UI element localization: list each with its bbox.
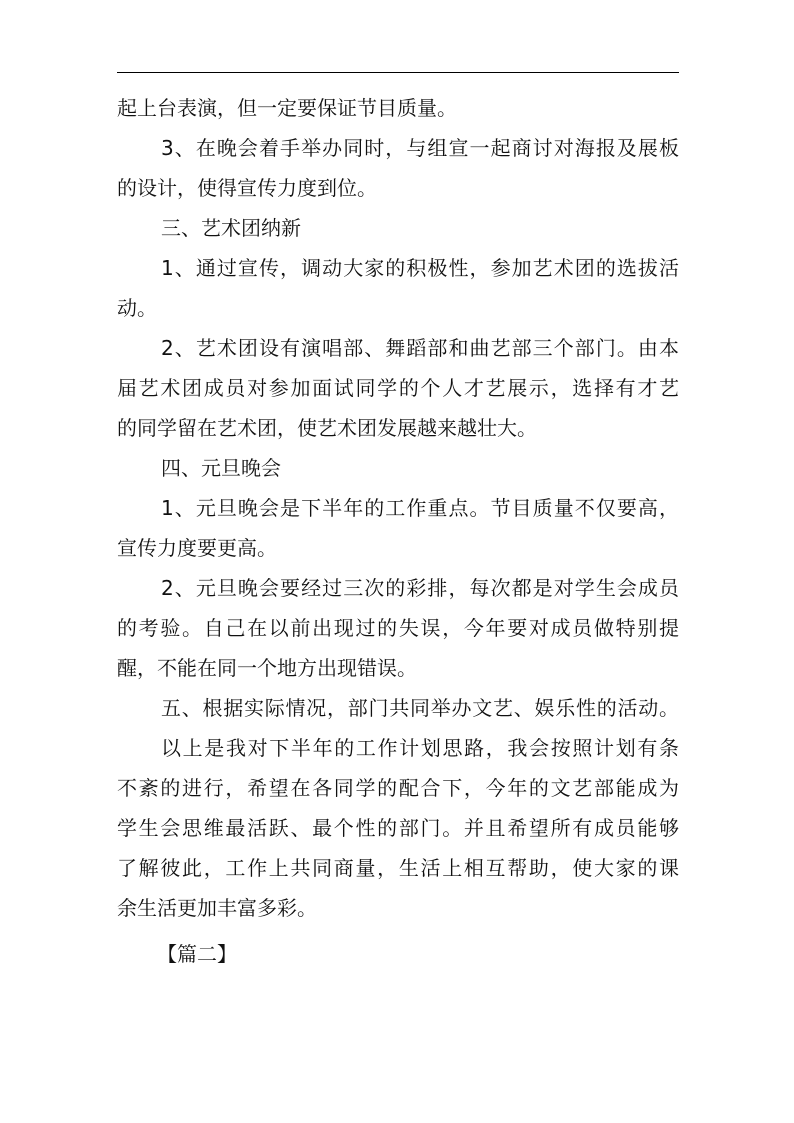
text-line: 不紊的进行，希望在各同学的配合下，今年的文艺部能成为	[117, 776, 679, 800]
text-line: 了解彼此，工作上共同商量，生活上相互帮助，使大家的课	[117, 856, 679, 880]
text-line: 余生活更加丰富多彩。	[117, 896, 317, 920]
text-line: 届艺术团成员对参加面试同学的个人才艺展示，选择有才艺	[117, 376, 679, 400]
text-line: 1、元旦晚会是下半年的工作重点。节目质量不仅要高，	[161, 496, 679, 520]
text-line: 学生会思维最活跃、最个性的部门。并且希望所有成员能够	[117, 816, 679, 840]
text-line: 的设计，使得宣传力度到位。	[117, 176, 377, 200]
text-line: 2、元旦晚会要经过三次的彩排，每次都是对学生会成员	[161, 576, 679, 600]
text-line: 2、艺术团设有演唱部、舞蹈部和曲艺部三个部门。由本	[161, 336, 679, 360]
text-line: 动。	[117, 296, 157, 320]
section-heading-4: 四、元旦晚会	[161, 456, 281, 480]
section-heading-part-two: 【篇二】	[157, 942, 237, 966]
header-rule	[117, 72, 679, 73]
text-line: 宣传力度要更高。	[117, 536, 277, 560]
text-line: 1、通过宣传，调动大家的积极性，参加艺术团的选拔活	[161, 256, 679, 280]
section-heading-5: 五、根据实际情况，部门共同举办文艺、娱乐性的活动。	[161, 696, 679, 720]
text-line: 的同学留在艺术团，使艺术团发展越来越壮大。	[117, 416, 537, 440]
section-heading-3: 三、艺术团纳新	[161, 216, 301, 240]
document-body	[117, 88, 679, 974]
text-line: 起上台表演，但一定要保证节目质量。	[117, 96, 457, 120]
text-line: 醒，不能在同一个地方出现错误。	[117, 656, 417, 680]
text-line: 以上是我对下半年的工作计划思路，我会按照计划有条	[161, 736, 679, 760]
text-line: 的考验。自己在以前出现过的失误，今年要对成员做特别提	[117, 616, 679, 640]
text-line: 3、在晚会着手举办同时，与组宣一起商讨对海报及展板	[161, 136, 679, 160]
